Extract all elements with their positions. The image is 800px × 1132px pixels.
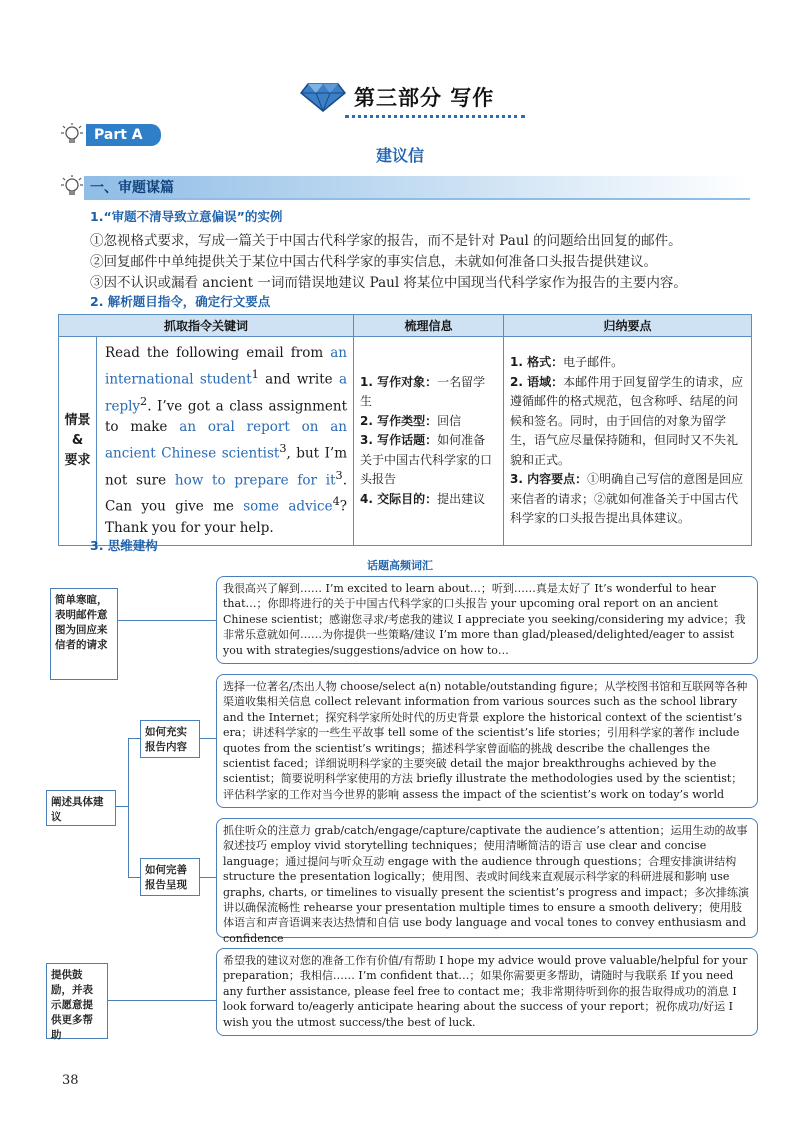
keyword-3: an oral report on an ancient Chinese scientist [105, 419, 347, 462]
point-item: 3. 内容要点：①明确自己写信的意图是回应来信者的请求；②就如何准备关于中国古代科学家的口头报告提出具体建议。 [510, 472, 744, 525]
vocab-title: 话题高频词汇 [367, 559, 433, 572]
keyword-5: some advice [243, 498, 333, 515]
section-bar [84, 176, 750, 198]
point-item: 2. 语域：本邮件用于回复留学生的请求，应遵循邮件的格式规范，包含称呼、结尾的问候和签名。同时，由于回信的对象为留学生，语气应尽量保持随和，但同时又不失礼貌和正式。 [510, 374, 744, 467]
part-a-tag: Part A [86, 124, 161, 146]
step2-heading: 2. 解析题目指令，确定行文要点 [90, 294, 271, 309]
section-label: 一、审题谋篇 [90, 180, 174, 196]
info-cell [354, 337, 504, 546]
point-item: 1. 格式：电子邮件。 [510, 355, 624, 369]
page-title: 第三部分 写作 [354, 86, 495, 110]
info-item: 3. 写作话题：如何准备关于中国古代科学家的口头报告 [360, 433, 493, 486]
keyword-1: an international student [105, 345, 347, 388]
diamond-icon [300, 82, 346, 112]
connector [108, 1000, 218, 1001]
points-cell [504, 337, 752, 546]
vocab-block-content: 选择一位著名/杰出人物 choose/select a(n) notable/outstanding figure；从学校图书馆和互联网等各种渠道收集相关信息 collect relevant information from various sources such as the school library and the Internet；探究科学家所处时代的历史背景 explore the historical context of the scientist’s era；讲述科学家的一些生平故事 tell some of the scientist’s life stories；引用科学家的著作 include quotes from the scientist’s writings；描述科学家曾面临的挑战 describe the challenges the scientist faced；详细说明科学家的主要突破 detail the major breakthroughs achieved by the scientist；简要说明科学家使用的方法 briefly illustrate the methodologies used by the scientist；评估科学家的工作对当今世界的影响 assess the impact of the scientist’s work on today’s world [216, 674, 758, 808]
subtitle: 建议信 [375, 146, 424, 165]
connector [128, 877, 140, 878]
section-divider [84, 198, 750, 200]
connector [200, 877, 216, 878]
vocab-block-closing: 希望我的建议对您的准备工作有价值/有帮助 I hope my advice would prove valuable/helpful for your preparation；我相信…… I’m confident that…；如果你需要更多帮助，请随时与我联系 If you need any further assistance, please feel free to contact me；我非常期待听到你的报告取得成功的消息 I look forward to/eagerly anticipate hearing about the success of your report；祝你成功/好运 I wish you the utmost success/the best of luck. [216, 948, 758, 1036]
vocab-block-presentation: 抓住听众的注意力 grab/catch/engage/capture/captivate the audience’s attention；运用生动的故事叙述技巧 employ vivid storytelling techniques；使用清晰简洁的语言 use clear and concise language；通过提问与听众互动 engage with the audience through questions；合理安排演讲结构 structure the presentation logically；使用图、表或时间线来直观展示科学家的科研进展和影响 use graphs, charts, or timelines to visually present the scientist’s progress and impact；多次排练演讲以确保流畅性 rehearse your presentation multiple times to ensure a smooth delivery；使用肢体语言和声音语调来表达热情和自信 use body language and vocal tones to convey enthusiasm and confidence [216, 818, 758, 938]
prompt-text: Read the following email from an international student$^1$ and write a reply$^2$. I’ve got a class assignment to make an oral report on an ancient Chinese scientist$^3$, but I’m not sure how to prepare for $it^3$. Can you give me some advice$^4$? Thank you for your help. [97, 337, 354, 546]
connector [200, 738, 216, 739]
page-number: 38 [62, 1073, 79, 1088]
connector [118, 620, 218, 621]
keyword-2: a reply [105, 371, 347, 414]
connector [116, 806, 128, 807]
section-header [60, 175, 750, 199]
mindmap-node-advice: 阐述具体建议 [46, 790, 116, 826]
step1-heading: 1.“审题不清导致立意偏误”的实例 [90, 209, 283, 224]
keyword-4: how to prepare for it [174, 472, 336, 488]
table-header-info: 梳理信息 [354, 315, 504, 337]
step1-item-3: ③因不认识或漏看 ancient 一词而错误地建议 Paul 将某位中国现当代科学家作为报告的主要内容。 [90, 275, 687, 291]
connector [128, 738, 129, 878]
table-header-points: 归纳要点 [504, 315, 752, 337]
step1-item-2: ②回复邮件中单纯提供关于某位中国古代科学家的事实信息，未就如何准备口头报告提供建议。 [90, 254, 657, 270]
info-item: 4. 交际目的：提出建议 [360, 491, 486, 506]
step1-item-1: ①忽视格式要求，写成一篇关于中国古代科学家的报告，而不是针对 Paul 的问题给出回复的邮件。 [90, 233, 682, 249]
row-label: 情景 & 要求 [59, 337, 97, 546]
lightbulb-icon [60, 174, 84, 200]
step3-heading: 3. 思维建构 [90, 538, 158, 553]
mindmap-node-encourage: 提供鼓励，并表示愿意提供更多帮助 [46, 963, 108, 1039]
info-item: 1. 写作对象：一名留学生 [360, 374, 486, 408]
vocab-block-greeting: 我很高兴了解到…… I’m excited to learn about…；听到……真是太好了 It’s wonderful to hear that…；你即将进行的关于中国古代科学家的口头报告 your upcoming oral report on an ancient Chinese scientist；感谢您寻求/考虑我的建议 I appreciate you seeking/considering my advice；我非常乐意就如何……为你提供一些策略/建议 I’m more than glad/pleased/delighted/eager to assist you with strategies/suggestions/advice on how to… [216, 576, 758, 664]
mindmap-node-content: 如何充实报告内容 [140, 720, 200, 758]
connector [128, 738, 140, 739]
mindmap-node-presentation: 如何完善报告呈现 [140, 858, 200, 896]
title-underline [345, 115, 525, 118]
analysis-table [58, 314, 752, 546]
info-item: 2. 写作类型：回信 [360, 413, 462, 428]
mindmap-node-greeting: 简单寒暄，表明邮件意图为回应来信者的请求 [50, 588, 118, 680]
page-header [300, 82, 494, 112]
table-header-keywords: 抓取指令关键词 [59, 315, 354, 337]
